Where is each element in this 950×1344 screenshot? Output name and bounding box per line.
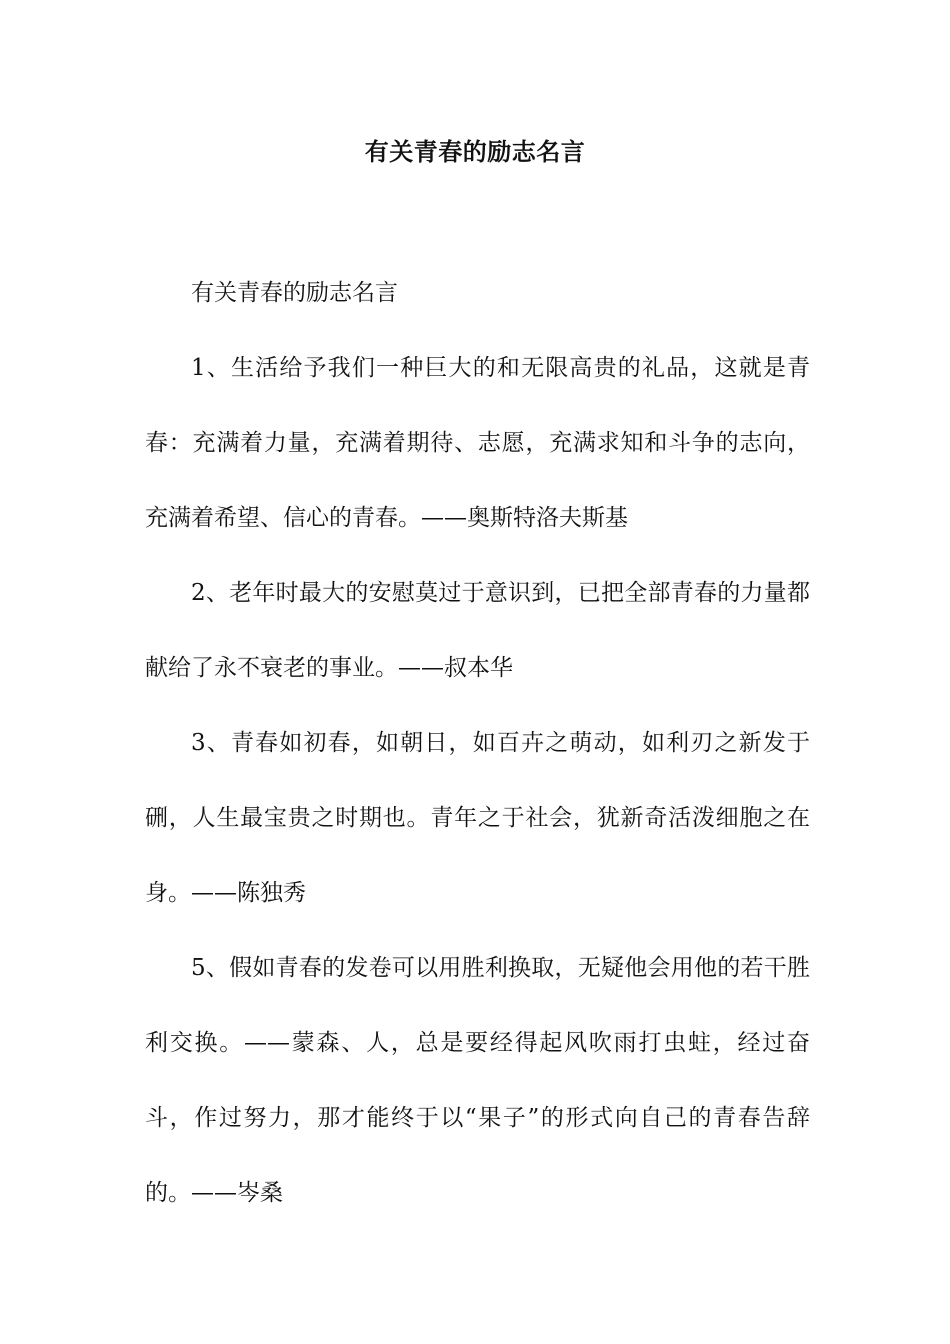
paragraph-quote-2: 2、老年时最大的安慰莫过于意识到，已把全部青春的力量都献给了永不衰老的事业。——叔本华 [145,580,810,681]
paragraph-quote-5: 5、假如青春的发卷可以用胜利换取，无疑他会用他的若干胜利交换。——蒙森、人，总是要经得起风吹雨打虫蛀，经过奋斗，作过努力，那才能终于以“果子”的形式向自己的青春告辞的。——岑桑 [145,955,810,1206]
document-body [145,256,810,1231]
paragraph-quote-3: 3、青春如初春，如朝日，如百卉之萌动，如利刃之新发于硎，人生最宝贵之时期也。青年之于社会，犹新奇活泼细胞之在身。——陈独秀 [145,730,810,906]
document-title: 有关青春的励志名言 [364,137,586,166]
paragraph-quote-1: 1、生活给予我们一种巨大的和无限高贵的礼品，这就是青春：充满着力量，充满着期待、志愿，充满求知和斗争的志向，充满着希望、信心的青春。——奥斯特洛夫斯基 [145,355,810,531]
paragraph-heading: 有关青春的励志名言 [191,280,398,306]
